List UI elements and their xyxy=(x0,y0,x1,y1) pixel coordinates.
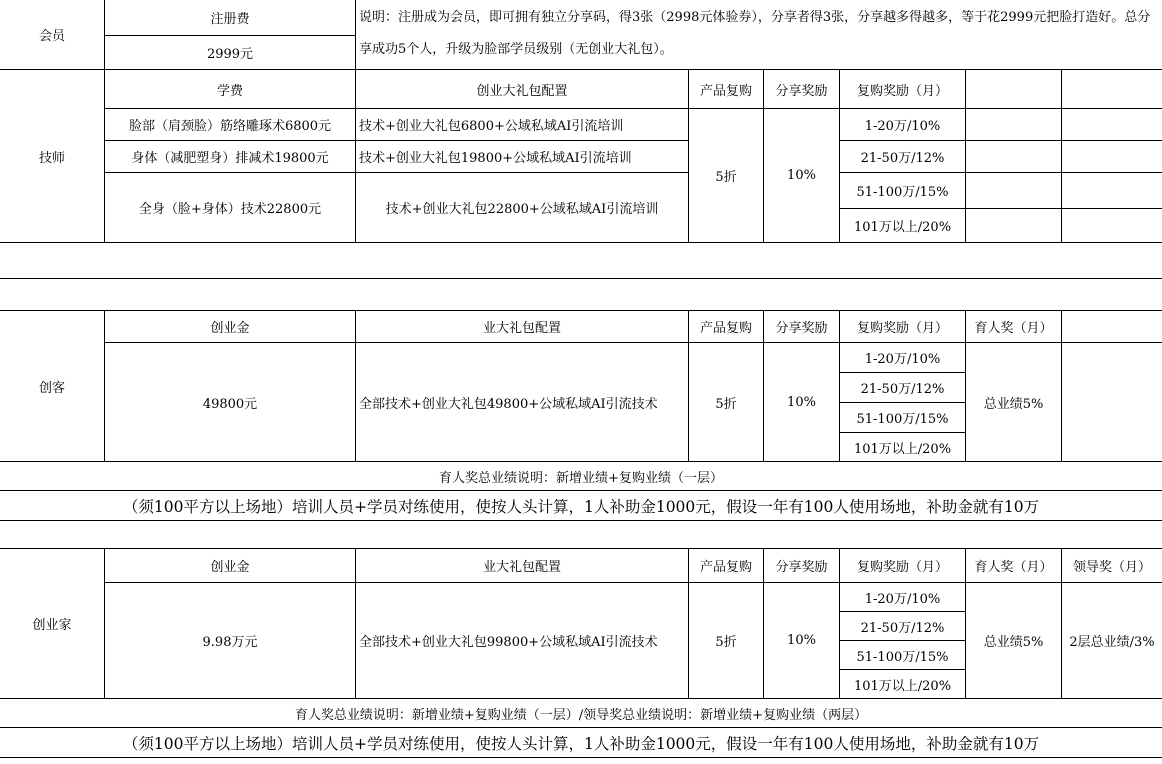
ent-tier-1: 1-20万/10% xyxy=(840,583,966,612)
tech-header-fee: 学费 xyxy=(105,70,356,109)
tech-fee-full: 全身（脸+身体）技术22800元 xyxy=(105,173,356,243)
maker-discount: 5折 xyxy=(689,343,764,462)
ent-tier-4: 101万以上/20% xyxy=(840,670,966,699)
ent-fund: 9.98万元 xyxy=(105,583,356,699)
ent-tier-2: 21-50万/12% xyxy=(840,612,966,641)
tech-package-full: 技术+创业大礼包22800+公域私域AI引流培训 xyxy=(356,173,689,243)
blank-row xyxy=(0,243,1162,279)
empty-cell xyxy=(1062,70,1162,109)
empty-cell xyxy=(966,209,1062,243)
ent-header-mentor: 育人奖（月） xyxy=(966,549,1062,583)
maker-header-fund: 创业金 xyxy=(105,311,356,343)
tech-package-body: 技术+创业大礼包19800+公域私域AI引流培训 xyxy=(356,141,689,173)
tech-tier-3: 51-100万/15% xyxy=(840,173,966,209)
ent-mentor: 总业绩5% xyxy=(966,583,1062,699)
reg-fee-label: 注册费 xyxy=(105,0,356,36)
tech-header-repurchase: 产品复购 xyxy=(689,70,764,109)
reg-fee-value: 2999元 xyxy=(105,36,356,70)
maker-label: 创客 xyxy=(0,311,105,462)
maker-package: 全部技术+创业大礼包49800+公域私域AI引流技术 xyxy=(356,343,689,462)
maker-header-mentor: 育人奖（月） xyxy=(966,311,1062,343)
ent-header-share: 分享奖励 xyxy=(764,549,840,583)
tech-share: 10% xyxy=(764,109,840,243)
member-label: 会员 xyxy=(0,0,105,70)
empty-cell xyxy=(1062,109,1162,141)
technician-label: 技师 xyxy=(0,70,105,243)
maker-mentor: 总业绩5% xyxy=(966,343,1062,462)
maker-share: 10% xyxy=(764,343,840,462)
maker-fund: 49800元 xyxy=(105,343,356,462)
ent-tier-3: 51-100万/15% xyxy=(840,641,966,670)
ent-discount: 5折 xyxy=(689,583,764,699)
tech-fee-face: 脸部（肩颈脸）筋络雕琢术6800元 xyxy=(105,109,356,141)
ent-share: 10% xyxy=(764,583,840,699)
empty-cell xyxy=(1062,209,1162,243)
tech-tier-4: 101万以上/20% xyxy=(840,209,966,243)
tech-discount: 5折 xyxy=(689,109,764,243)
maker-site-note: （须100平方以上场地）培训人员+学员对练使用，使按人头计算，1人补助金1000元，假设一年有100人使用场地，补助金就有10万 xyxy=(0,491,1162,521)
blank-row xyxy=(0,521,1162,549)
ent-site-note: （须100平方以上场地）培训人员+学员对练使用，使按人头计算，1人补助金1000元，假设一年有100人使用场地，补助金就有10万 xyxy=(0,728,1162,758)
maker-header-repurchase: 产品复购 xyxy=(689,311,764,343)
ent-header-package: 业大礼包配置 xyxy=(356,549,689,583)
empty-cell xyxy=(966,109,1062,141)
maker-tier-4: 101万以上/20% xyxy=(840,433,966,462)
empty-cell xyxy=(1062,343,1162,462)
maker-header-reward: 复购奖励（月） xyxy=(840,311,966,343)
maker-header-package: 业大礼包配置 xyxy=(356,311,689,343)
empty-cell xyxy=(1062,311,1162,343)
tech-tier-2: 21-50万/12% xyxy=(840,141,966,173)
tech-header-package: 创业大礼包配置 xyxy=(356,70,689,109)
ent-header-repurchase: 产品复购 xyxy=(689,549,764,583)
maker-tier-1: 1-20万/10% xyxy=(840,343,966,373)
empty-cell xyxy=(1062,141,1162,173)
empty-cell xyxy=(966,70,1062,109)
tech-header-share: 分享奖励 xyxy=(764,70,840,109)
tech-package-face: 技术+创业大礼包6800+公域私域AI引流培训 xyxy=(356,109,689,141)
ent-note: 育人奖总业绩说明：新增业绩+复购业绩（一层）/领导奖总业绩说明：新增业绩+复购业绩（两层） xyxy=(0,699,1162,728)
blank-row xyxy=(0,279,1162,311)
maker-header-share: 分享奖励 xyxy=(764,311,840,343)
ent-package: 全部技术+创业大礼包99800+公域私域AI引流技术 xyxy=(356,583,689,699)
tech-fee-body: 身体（减肥塑身）排减术19800元 xyxy=(105,141,356,173)
ent-header-fund: 创业金 xyxy=(105,549,356,583)
tech-tier-1: 1-20万/10% xyxy=(840,109,966,141)
ent-header-leader: 领导奖（月） xyxy=(1062,549,1162,583)
empty-cell xyxy=(966,141,1062,173)
empty-cell xyxy=(1062,173,1162,209)
empty-cell xyxy=(966,173,1062,209)
entrepreneur-label: 创业家 xyxy=(0,549,105,699)
ent-leader: 2层总业绩/3% xyxy=(1062,583,1162,699)
member-note: 说明：注册成为会员，即可拥有独立分享码，得3张（2998元体验券），分享者得3张，分享越多得越多，等于花2999元把脸打造好。总分享成功5个人，升级为脸部学员级别（无创业大礼包）。 xyxy=(356,0,1162,70)
maker-tier-3: 51-100万/15% xyxy=(840,403,966,433)
tech-header-reward: 复购奖励（月） xyxy=(840,70,966,109)
maker-tier-2: 21-50万/12% xyxy=(840,373,966,403)
maker-mentor-note: 育人奖总业绩说明：新增业绩+复购业绩（一层） xyxy=(0,462,1162,491)
ent-header-reward: 复购奖励（月） xyxy=(840,549,966,583)
